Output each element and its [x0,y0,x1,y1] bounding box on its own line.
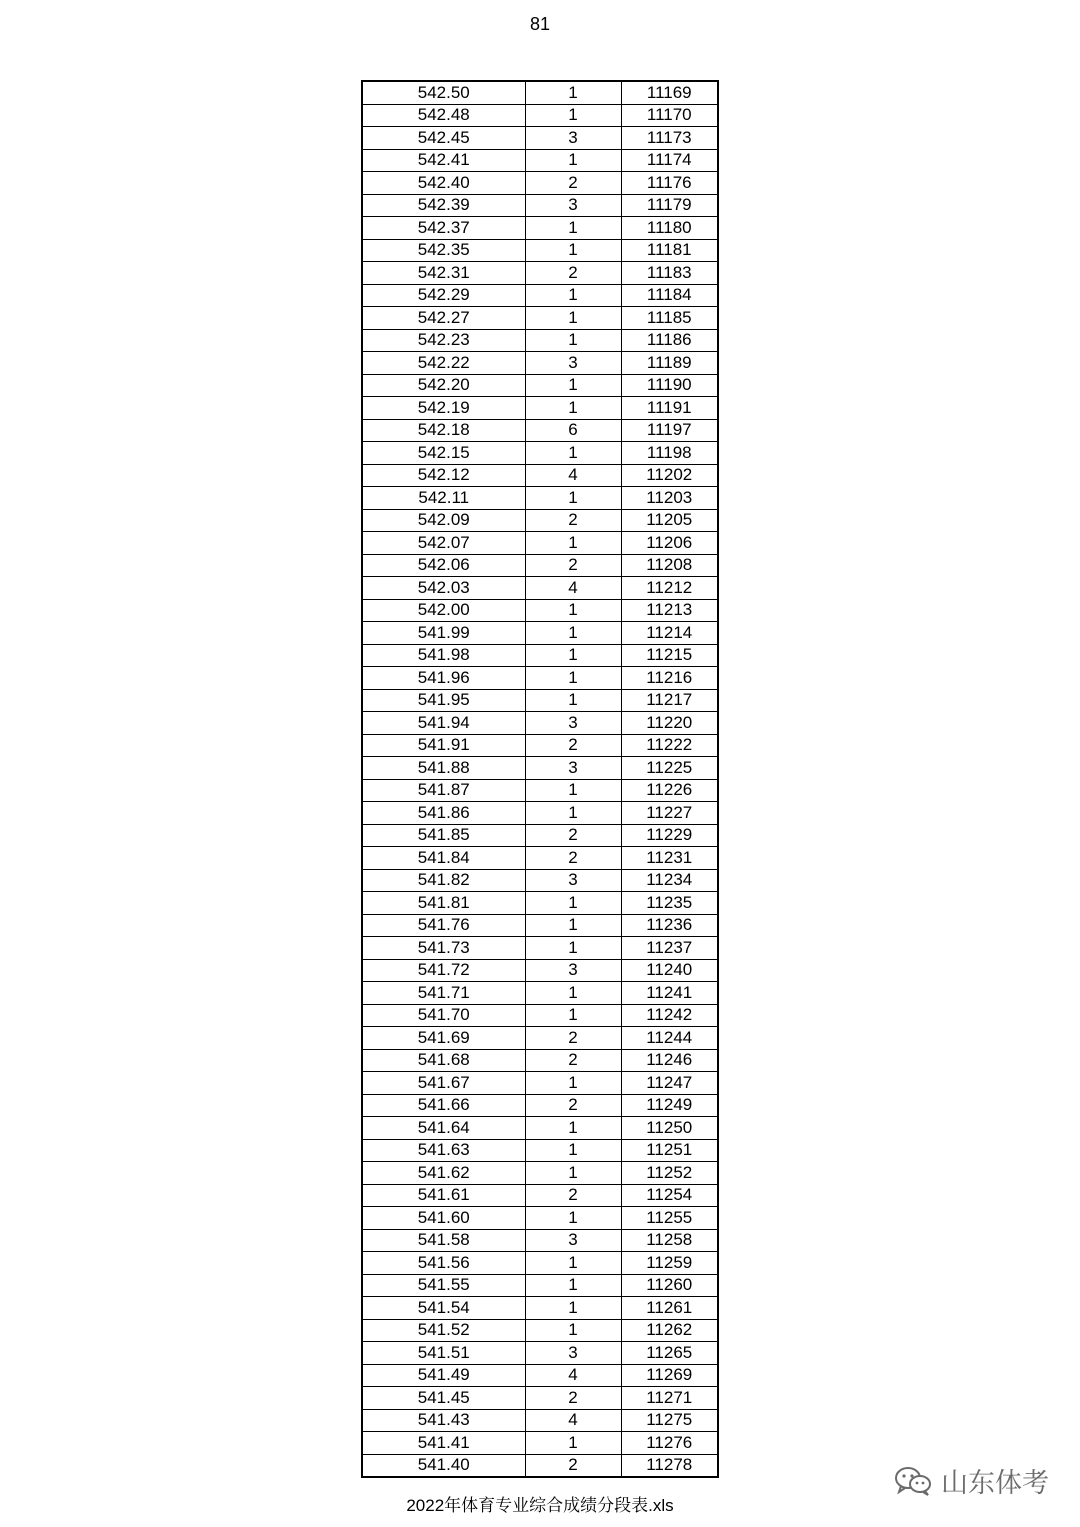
cumulative-cell: 11275 [621,1409,718,1432]
score-cell: 541.70 [362,1004,525,1027]
footer-filename: 2022年体育专业综合成绩分段表.xls [406,1496,674,1515]
cumulative-cell: 11261 [621,1297,718,1320]
score-cell: 541.86 [362,802,525,825]
count-cell: 1 [525,1072,621,1095]
table-row [362,1229,718,1252]
count-cell: 1 [525,622,621,645]
score-cell: 541.71 [362,982,525,1005]
table-row [362,1004,718,1027]
score-cell: 541.96 [362,667,525,690]
score-cell: 542.40 [362,172,525,195]
table-row [362,509,718,532]
count-cell: 1 [525,307,621,330]
table-row [362,779,718,802]
count-cell: 1 [525,487,621,510]
count-cell: 1 [525,779,621,802]
count-cell: 3 [525,1342,621,1365]
cumulative-cell: 11220 [621,712,718,735]
table-row [362,622,718,645]
count-cell: 1 [525,149,621,172]
count-cell: 2 [525,824,621,847]
count-cell: 1 [525,104,621,127]
cumulative-cell: 11214 [621,622,718,645]
count-cell: 1 [525,1162,621,1185]
count-cell: 3 [525,194,621,217]
cumulative-cell: 11265 [621,1342,718,1365]
score-cell: 541.82 [362,869,525,892]
count-cell: 1 [525,667,621,690]
cumulative-cell: 11191 [621,397,718,420]
wechat-icon [893,1465,933,1497]
table-row [362,104,718,127]
count-cell: 2 [525,1027,621,1050]
score-cell: 541.99 [362,622,525,645]
table-row [362,1139,718,1162]
table-row [362,1364,718,1387]
count-cell: 1 [525,532,621,555]
count-cell: 3 [525,352,621,375]
table-row [362,1207,718,1230]
score-cell: 542.45 [362,127,525,150]
score-cell: 541.58 [362,1229,525,1252]
table-row [362,352,718,375]
count-cell: 2 [525,1454,621,1477]
table-row [362,1319,718,1342]
count-cell: 1 [525,689,621,712]
count-cell: 1 [525,802,621,825]
score-cell: 541.91 [362,734,525,757]
table-row [362,487,718,510]
score-cell: 542.22 [362,352,525,375]
table-row [362,1184,718,1207]
table-row [362,149,718,172]
table-row [362,1387,718,1410]
table-row [362,1342,718,1365]
score-table-body [362,81,718,1477]
cumulative-cell: 11278 [621,1454,718,1477]
cumulative-cell: 11198 [621,442,718,465]
table-row [362,577,718,600]
cumulative-cell: 11202 [621,464,718,487]
cumulative-cell: 11226 [621,779,718,802]
table-row [362,442,718,465]
count-cell: 3 [525,127,621,150]
cumulative-cell: 11234 [621,869,718,892]
cumulative-cell: 11255 [621,1207,718,1230]
score-cell: 542.00 [362,599,525,622]
count-cell: 1 [525,1319,621,1342]
cumulative-cell: 11240 [621,959,718,982]
count-cell: 6 [525,419,621,442]
count-cell: 1 [525,374,621,397]
cumulative-cell: 11179 [621,194,718,217]
score-cell: 541.66 [362,1094,525,1117]
count-cell: 2 [525,554,621,577]
table-row [362,757,718,780]
cumulative-cell: 11262 [621,1319,718,1342]
cumulative-cell: 11227 [621,802,718,825]
count-cell: 2 [525,1049,621,1072]
table-row [362,127,718,150]
count-cell: 3 [525,1229,621,1252]
table-row [362,847,718,870]
cumulative-cell: 11203 [621,487,718,510]
table-row [362,194,718,217]
table-row [362,397,718,420]
cumulative-cell: 11205 [621,509,718,532]
table-row [362,1162,718,1185]
score-cell: 541.60 [362,1207,525,1230]
cumulative-cell: 11217 [621,689,718,712]
score-cell: 541.55 [362,1274,525,1297]
cumulative-cell: 11225 [621,757,718,780]
cumulative-cell: 11176 [621,172,718,195]
count-cell: 1 [525,937,621,960]
cumulative-cell: 11269 [621,1364,718,1387]
count-cell: 1 [525,1274,621,1297]
cumulative-cell: 11246 [621,1049,718,1072]
table-row [362,959,718,982]
score-cell: 542.50 [362,81,525,104]
table-row [362,1094,718,1117]
score-cell: 541.88 [362,757,525,780]
table-row [362,667,718,690]
count-cell: 1 [525,914,621,937]
score-cell: 541.64 [362,1117,525,1140]
cumulative-cell: 11250 [621,1117,718,1140]
score-cell: 542.35 [362,239,525,262]
table-row [362,1409,718,1432]
cumulative-cell: 11183 [621,262,718,285]
score-cell: 542.07 [362,532,525,555]
score-cell: 541.81 [362,892,525,915]
cumulative-cell: 11276 [621,1432,718,1455]
score-cell: 541.72 [362,959,525,982]
score-cell: 542.23 [362,329,525,352]
table-row [362,869,718,892]
score-cell: 542.39 [362,194,525,217]
count-cell: 1 [525,1004,621,1027]
cumulative-cell: 11184 [621,284,718,307]
score-cell: 542.20 [362,374,525,397]
table-row [362,1117,718,1140]
count-cell: 1 [525,1117,621,1140]
score-cell: 541.87 [362,779,525,802]
count-cell: 3 [525,712,621,735]
table-row [362,892,718,915]
cumulative-cell: 11244 [621,1027,718,1050]
count-cell: 1 [525,1252,621,1275]
table-row [362,284,718,307]
table-row [362,374,718,397]
table-row [362,464,718,487]
table-row [362,1454,718,1477]
cumulative-cell: 11206 [621,532,718,555]
score-cell: 541.62 [362,1162,525,1185]
count-cell: 2 [525,172,621,195]
count-cell: 2 [525,262,621,285]
count-cell: 1 [525,892,621,915]
count-cell: 1 [525,1139,621,1162]
count-cell: 2 [525,734,621,757]
cumulative-cell: 11260 [621,1274,718,1297]
cumulative-cell: 11237 [621,937,718,960]
table-row [362,1432,718,1455]
table-row [362,1274,718,1297]
cumulative-cell: 11258 [621,1229,718,1252]
table-row [362,644,718,667]
score-cell: 541.94 [362,712,525,735]
table-row [362,172,718,195]
table-row [362,554,718,577]
cumulative-cell: 11247 [621,1072,718,1095]
cumulative-cell: 11259 [621,1252,718,1275]
score-cell: 542.31 [362,262,525,285]
score-cell: 541.43 [362,1409,525,1432]
cumulative-cell: 11181 [621,239,718,262]
cumulative-cell: 11190 [621,374,718,397]
table-row [362,1027,718,1050]
count-cell: 4 [525,1364,621,1387]
score-cell: 541.85 [362,824,525,847]
table-row [362,712,718,735]
score-cell: 541.41 [362,1432,525,1455]
cumulative-cell: 11236 [621,914,718,937]
count-cell: 1 [525,1432,621,1455]
table-row [362,1297,718,1320]
score-cell: 542.37 [362,217,525,240]
table-row [362,599,718,622]
score-cell: 541.63 [362,1139,525,1162]
score-cell: 542.03 [362,577,525,600]
cumulative-cell: 11185 [621,307,718,330]
score-cell: 541.54 [362,1297,525,1320]
score-cell: 541.52 [362,1319,525,1342]
cumulative-cell: 11189 [621,352,718,375]
score-cell: 542.11 [362,487,525,510]
count-cell: 1 [525,1297,621,1320]
table-row [362,734,718,757]
score-cell: 541.76 [362,914,525,937]
count-cell: 1 [525,81,621,104]
count-cell: 4 [525,1409,621,1432]
score-cell: 541.95 [362,689,525,712]
cumulative-cell: 11213 [621,599,718,622]
cumulative-cell: 11229 [621,824,718,847]
cumulative-cell: 11242 [621,1004,718,1027]
table-row [362,1049,718,1072]
score-cell: 542.12 [362,464,525,487]
cumulative-cell: 11241 [621,982,718,1005]
score-cell: 542.09 [362,509,525,532]
score-cell: 541.40 [362,1454,525,1477]
cumulative-cell: 11197 [621,419,718,442]
count-cell: 1 [525,239,621,262]
cumulative-cell: 11271 [621,1387,718,1410]
cumulative-cell: 11186 [621,329,718,352]
score-cell: 542.41 [362,149,525,172]
count-cell: 1 [525,284,621,307]
table-row [362,239,718,262]
score-cell: 542.06 [362,554,525,577]
table-row [362,802,718,825]
score-cell: 542.48 [362,104,525,127]
table-row [362,824,718,847]
table-row [362,307,718,330]
cumulative-cell: 11173 [621,127,718,150]
watermark-text: 山东体考 [941,1468,1049,1498]
score-cell: 541.69 [362,1027,525,1050]
table-row [362,419,718,442]
score-cell: 541.49 [362,1364,525,1387]
table-row [362,1252,718,1275]
score-cell: 542.19 [362,397,525,420]
page-number: 81 [529,14,551,34]
table-row [362,262,718,285]
score-cell: 542.29 [362,284,525,307]
count-cell: 1 [525,982,621,1005]
count-cell: 1 [525,644,621,667]
count-cell: 2 [525,1387,621,1410]
count-cell: 1 [525,329,621,352]
table-row [362,914,718,937]
cumulative-cell: 11170 [621,104,718,127]
cumulative-cell: 11216 [621,667,718,690]
score-cell: 541.67 [362,1072,525,1095]
cumulative-cell: 11254 [621,1184,718,1207]
table-row [362,81,718,104]
count-cell: 1 [525,217,621,240]
cumulative-cell: 11169 [621,81,718,104]
watermark [893,1461,1049,1500]
count-cell: 1 [525,397,621,420]
cumulative-cell: 11249 [621,1094,718,1117]
score-cell: 541.61 [362,1184,525,1207]
cumulative-cell: 11208 [621,554,718,577]
score-table [361,80,719,1478]
count-cell: 3 [525,869,621,892]
count-cell: 3 [525,757,621,780]
score-cell: 542.15 [362,442,525,465]
table-row [362,329,718,352]
count-cell: 2 [525,847,621,870]
cumulative-cell: 11212 [621,577,718,600]
count-cell: 4 [525,464,621,487]
count-cell: 1 [525,442,621,465]
cumulative-cell: 11231 [621,847,718,870]
cumulative-cell: 11235 [621,892,718,915]
cumulative-cell: 11251 [621,1139,718,1162]
count-cell: 4 [525,577,621,600]
count-cell: 2 [525,509,621,532]
count-cell: 2 [525,1184,621,1207]
cumulative-cell: 11215 [621,644,718,667]
cumulative-cell: 11222 [621,734,718,757]
table-row [362,982,718,1005]
count-cell: 1 [525,599,621,622]
score-cell: 542.27 [362,307,525,330]
count-cell: 3 [525,959,621,982]
cumulative-cell: 11180 [621,217,718,240]
score-cell: 542.18 [362,419,525,442]
count-cell: 2 [525,1094,621,1117]
table-row [362,532,718,555]
cumulative-cell: 11252 [621,1162,718,1185]
score-cell: 541.73 [362,937,525,960]
score-cell: 541.51 [362,1342,525,1365]
score-cell: 541.84 [362,847,525,870]
score-cell: 541.68 [362,1049,525,1072]
cumulative-cell: 11174 [621,149,718,172]
table-row [362,217,718,240]
count-cell: 1 [525,1207,621,1230]
score-cell: 541.56 [362,1252,525,1275]
score-cell: 541.98 [362,644,525,667]
score-cell: 541.45 [362,1387,525,1410]
table-row [362,937,718,960]
table-row [362,1072,718,1095]
table-row [362,689,718,712]
